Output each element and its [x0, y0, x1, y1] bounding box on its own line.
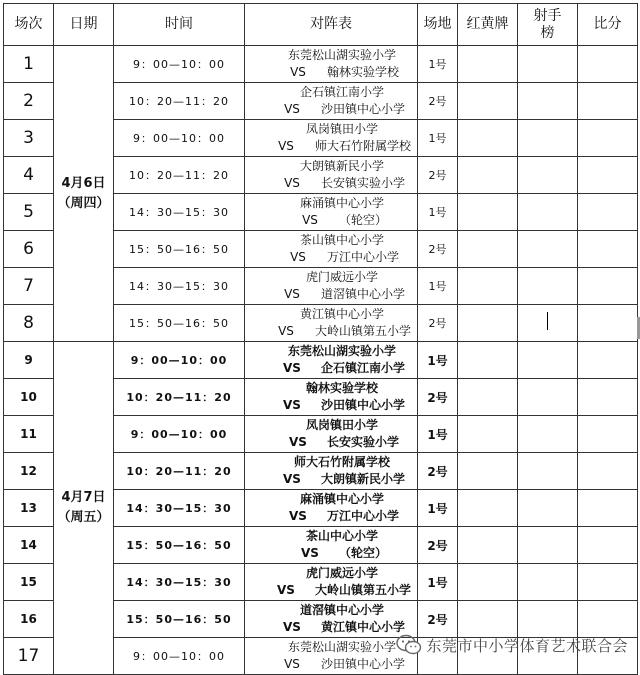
- match-time: 10：20—11：20: [114, 379, 245, 416]
- vs-label: VS: [290, 65, 306, 79]
- away-team: 道滘镇中心小学: [320, 287, 405, 301]
- away-team: 万江中心小学: [326, 509, 399, 523]
- vs-label: VS: [284, 657, 300, 671]
- header-round: 场次: [4, 4, 54, 46]
- away-team: 长安实验小学: [326, 435, 399, 449]
- matchup: [245, 638, 418, 675]
- matchup: [245, 46, 418, 83]
- home-team: 东莞松山湖实验小学: [287, 344, 396, 358]
- match-number: 9: [4, 342, 54, 379]
- cards-cell[interactable]: [458, 83, 518, 120]
- matchup: [245, 342, 418, 379]
- match-number: 4: [4, 157, 54, 194]
- match-time: 9：00—10：00: [114, 416, 245, 453]
- away-team: 师大石竹附属学校: [314, 139, 411, 153]
- date-day: 4月6日: [61, 175, 106, 191]
- home-team: 东莞松山湖实验小学: [287, 48, 396, 62]
- home-team: 凤岗镇田小学: [305, 418, 378, 432]
- match-time: 15：50—16：50: [114, 231, 245, 268]
- watermark: [396, 632, 628, 658]
- venue: 2号: [418, 231, 458, 268]
- scorers-cell[interactable]: [518, 490, 578, 527]
- scorers-cell[interactable]: [518, 46, 578, 83]
- home-team: 虎门威远小学: [305, 566, 378, 580]
- vs-label: VS: [301, 546, 319, 560]
- vs-label: VS: [289, 435, 307, 449]
- matchup: [245, 601, 418, 638]
- scorers-cell[interactable]: [518, 342, 578, 379]
- cards-cell[interactable]: [458, 564, 518, 601]
- vs-label: VS: [289, 509, 307, 523]
- venue: 1号: [418, 490, 458, 527]
- scorers-cell[interactable]: [518, 305, 578, 342]
- date-day: 4月7日: [61, 490, 106, 505]
- header-scorers-line1: 射手: [533, 7, 562, 24]
- venue: 1号: [418, 46, 458, 83]
- score-cell[interactable]: [578, 527, 638, 564]
- score-cell[interactable]: [578, 83, 638, 120]
- score-cell[interactable]: [578, 416, 638, 453]
- match-time: 14：30—15：30: [114, 564, 245, 601]
- vs-label: VS: [283, 620, 301, 634]
- home-team: 凤岗镇田小学: [305, 122, 378, 136]
- scorers-cell[interactable]: [518, 453, 578, 490]
- vs-label: VS: [283, 361, 301, 375]
- date-cell: [54, 342, 114, 675]
- venue: 2号: [418, 527, 458, 564]
- home-team: 东莞松山湖实验小学: [287, 640, 396, 654]
- vs-label: VS: [284, 176, 300, 190]
- vs-label: VS: [283, 398, 301, 412]
- venue: 2号: [418, 601, 458, 638]
- vs-label: VS: [283, 472, 301, 486]
- date-weekday: （周四）: [57, 195, 110, 211]
- cards-cell[interactable]: [458, 120, 518, 157]
- venue: 1号: [418, 416, 458, 453]
- score-cell[interactable]: [578, 194, 638, 231]
- match-number: 3: [4, 120, 54, 157]
- match-number: 13: [4, 490, 54, 527]
- matchup: [245, 564, 418, 601]
- match-number: 15: [4, 564, 54, 601]
- away-team: 大朗镇新民小学: [320, 472, 405, 486]
- match-time: 10：20—11：20: [114, 453, 245, 490]
- cards-cell[interactable]: [458, 453, 518, 490]
- match-time: 9：00—10：00: [114, 342, 245, 379]
- scorers-cell[interactable]: [518, 83, 578, 120]
- text-cursor: [547, 312, 548, 330]
- cards-cell[interactable]: [458, 305, 518, 342]
- away-team: 大岭山镇第五小学: [314, 583, 411, 597]
- venue: 1号: [418, 342, 458, 379]
- header-date: 日期: [54, 4, 114, 46]
- score-cell[interactable]: [578, 120, 638, 157]
- away-team: 沙田镇中心小学: [320, 102, 405, 116]
- vs-label: VS: [284, 102, 300, 116]
- score-cell[interactable]: [578, 268, 638, 305]
- matchup: [245, 194, 418, 231]
- home-team: 黄江镇中心小学: [299, 307, 384, 321]
- matchup: [245, 305, 418, 342]
- match-number: 6: [4, 231, 54, 268]
- away-team: （轮空）: [338, 213, 387, 227]
- match-number: 7: [4, 268, 54, 305]
- scorers-cell[interactable]: [518, 268, 578, 305]
- match-number: 1: [4, 46, 54, 83]
- match-time: 15：50—16：50: [114, 527, 245, 564]
- away-team: 沙田镇中心小学: [320, 657, 405, 671]
- venue: 2号: [418, 83, 458, 120]
- matchup: [245, 157, 418, 194]
- match-number: 5: [4, 194, 54, 231]
- match-time: 14：30—15：30: [114, 268, 245, 305]
- match-number: 16: [4, 601, 54, 638]
- matchup: [245, 83, 418, 120]
- match-time: 9：00—10：00: [114, 46, 245, 83]
- schedule-table: [3, 3, 638, 675]
- away-team: 企石镇江南小学: [320, 361, 405, 375]
- home-team: 茶山中心小学: [305, 529, 378, 543]
- header-cards: 红黄牌: [458, 4, 518, 46]
- score-cell[interactable]: [578, 305, 638, 342]
- score-cell[interactable]: [578, 46, 638, 83]
- match-time: 9：00—10：00: [114, 638, 245, 675]
- home-team: 茶山镇中心小学: [299, 233, 384, 247]
- match-time: 10：20—11：20: [114, 83, 245, 120]
- match-number: 14: [4, 527, 54, 564]
- venue: 2号: [418, 305, 458, 342]
- header-score: 比分: [578, 4, 638, 46]
- header-time: 时间: [114, 4, 245, 46]
- away-team: （轮空）: [338, 546, 387, 560]
- scorers-cell[interactable]: [518, 231, 578, 268]
- vs-label: VS: [302, 213, 318, 227]
- match-time: 15：50—16：50: [114, 601, 245, 638]
- away-team: 翰林实验学校: [326, 65, 399, 79]
- venue: 1号: [418, 194, 458, 231]
- venue: 1号: [418, 564, 458, 601]
- matchup: [245, 120, 418, 157]
- header-matchup: 对阵表: [245, 4, 418, 46]
- away-team: 长安镇实验小学: [320, 176, 405, 190]
- date-cell: [54, 46, 114, 342]
- home-team: 大朗镇新民小学: [299, 159, 384, 173]
- match-number: 2: [4, 83, 54, 120]
- cards-cell[interactable]: [458, 194, 518, 231]
- match-number: 11: [4, 416, 54, 453]
- match-number: 8: [4, 305, 54, 342]
- match-time: 14：30—15：30: [114, 490, 245, 527]
- venue: 2号: [418, 157, 458, 194]
- header-venue: 场地: [418, 4, 458, 46]
- scorers-cell[interactable]: [518, 527, 578, 564]
- score-cell[interactable]: [578, 453, 638, 490]
- venue: 1号: [418, 120, 458, 157]
- venue: 2号: [418, 379, 458, 416]
- cards-cell[interactable]: [458, 416, 518, 453]
- scorers-cell[interactable]: [518, 379, 578, 416]
- vs-label: VS: [278, 139, 294, 153]
- match-time: 15：50—16：50: [114, 305, 245, 342]
- cards-cell[interactable]: [458, 342, 518, 379]
- matchup: [245, 416, 418, 453]
- scorers-cell[interactable]: [518, 120, 578, 157]
- home-team: 道滘镇中心小学: [299, 603, 384, 617]
- header-row: [4, 4, 638, 46]
- score-cell[interactable]: [578, 231, 638, 268]
- home-team: 虎门威远小学: [305, 270, 378, 284]
- cards-cell[interactable]: [458, 231, 518, 268]
- table-row: [4, 342, 638, 379]
- match-number: 12: [4, 453, 54, 490]
- match-time: 14：30—15：30: [114, 194, 245, 231]
- home-team: 麻涌镇中心小学: [299, 492, 384, 506]
- vs-label: VS: [278, 324, 294, 338]
- home-team: 翰林实验学校: [305, 381, 378, 395]
- match-number: 10: [4, 379, 54, 416]
- date-weekday: （周五）: [57, 510, 110, 525]
- score-cell[interactable]: [578, 379, 638, 416]
- away-team: 大岭山镇第五小学: [314, 324, 411, 338]
- matchup: [245, 490, 418, 527]
- watermark-text: 东莞市中小学体育艺术联合会: [426, 636, 628, 655]
- cards-cell[interactable]: [458, 46, 518, 83]
- away-team: 沙田镇中心小学: [320, 398, 405, 412]
- vs-label: VS: [277, 583, 295, 597]
- away-team: 黄江镇中心小学: [320, 620, 405, 634]
- match-number: 17: [4, 638, 54, 675]
- matchup: [245, 231, 418, 268]
- venue: 2号: [418, 453, 458, 490]
- wechat-icon: [396, 634, 422, 656]
- score-cell[interactable]: [578, 342, 638, 379]
- away-team: 万江中心小学: [326, 250, 399, 264]
- matchup: [245, 268, 418, 305]
- vs-label: VS: [284, 287, 300, 301]
- cards-cell[interactable]: [458, 157, 518, 194]
- match-time: 10：20—11：20: [114, 157, 245, 194]
- cards-cell[interactable]: [458, 490, 518, 527]
- scorers-cell[interactable]: [518, 416, 578, 453]
- scorers-cell[interactable]: [518, 564, 578, 601]
- score-cell[interactable]: [578, 490, 638, 527]
- scorers-cell[interactable]: [518, 157, 578, 194]
- venue: 1号: [418, 268, 458, 305]
- score-cell[interactable]: [578, 157, 638, 194]
- cards-cell[interactable]: [458, 379, 518, 416]
- matchup: [245, 379, 418, 416]
- home-team: 麻涌镇中心小学: [299, 196, 384, 210]
- header-scorers-line2: 榜: [540, 24, 555, 41]
- cards-cell[interactable]: [458, 268, 518, 305]
- score-cell[interactable]: [578, 564, 638, 601]
- header-scorers: [518, 4, 578, 46]
- home-team: 师大石竹附属学校: [293, 455, 390, 469]
- scorers-cell[interactable]: [518, 194, 578, 231]
- matchup: [245, 453, 418, 490]
- match-time: 9：00—10：00: [114, 120, 245, 157]
- home-team: 企石镇江南小学: [299, 85, 384, 99]
- table-row: [4, 46, 638, 83]
- vs-label: VS: [290, 250, 306, 264]
- matchup: [245, 527, 418, 564]
- cards-cell[interactable]: [458, 527, 518, 564]
